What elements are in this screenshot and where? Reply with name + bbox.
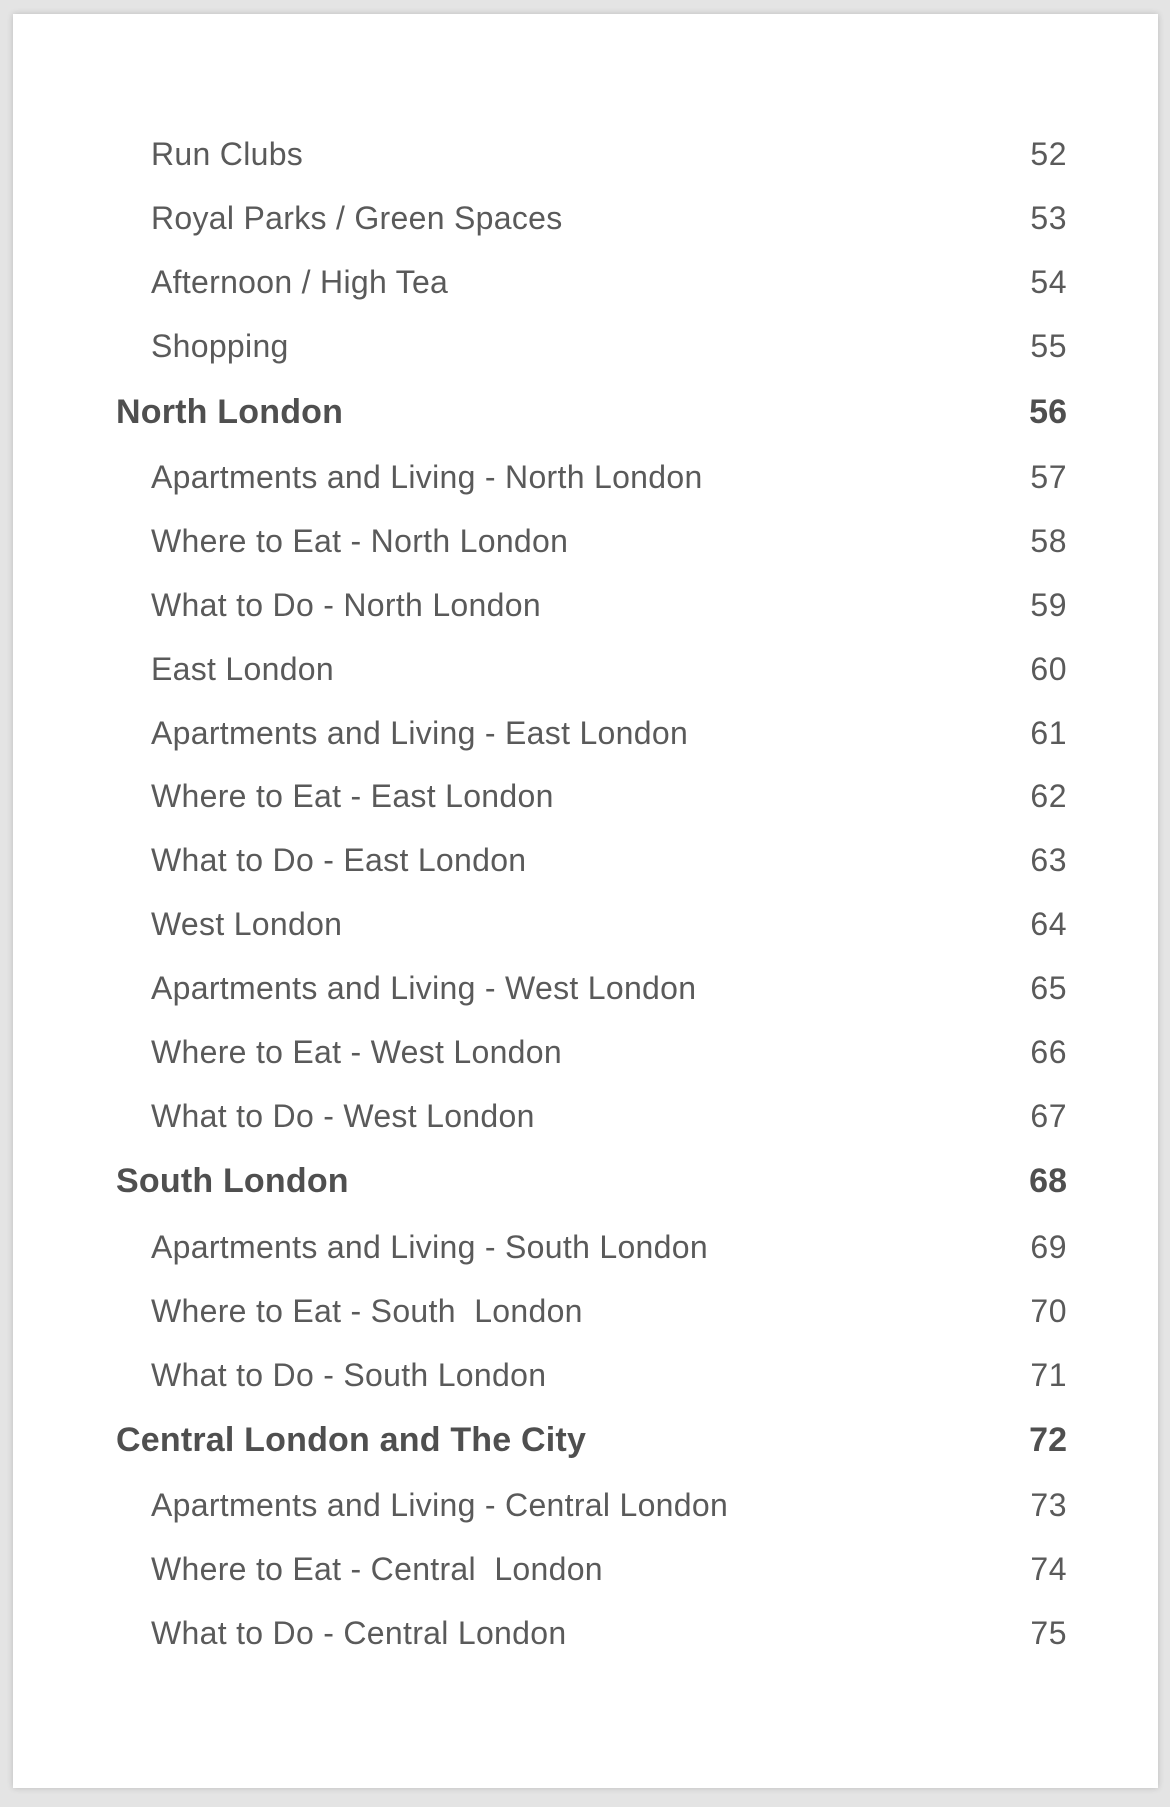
toc-entry[interactable]	[116, 1279, 1067, 1343]
toc-entry-title: East London	[151, 650, 335, 687]
toc-entry[interactable]	[116, 123, 1067, 187]
toc-entry-title: Run Clubs	[151, 136, 304, 173]
toc-entry-title: What to Do - North London	[151, 586, 541, 623]
toc-entry[interactable]	[116, 1021, 1067, 1085]
toc-page-number: 55	[1030, 328, 1067, 365]
toc-page-number: 62	[1030, 778, 1067, 815]
toc-page-number: 64	[1030, 906, 1067, 943]
toc-page-number: 65	[1030, 970, 1067, 1007]
toc-entry-title: Where to Eat - Central London	[151, 1551, 603, 1588]
toc-entry[interactable]	[116, 637, 1067, 701]
toc-page-number: 66	[1030, 1034, 1067, 1071]
toc-entry-title: Royal Parks / Green Spaces	[151, 200, 563, 237]
toc-entry-title: Where to Eat - South London	[151, 1292, 583, 1329]
toc-entry[interactable]	[116, 315, 1067, 379]
toc-section-heading[interactable]	[116, 1148, 1067, 1215]
toc-entry-title: Apartments and Living - East London	[151, 714, 689, 751]
toc-entry-title: Where to Eat - North London	[151, 522, 569, 559]
toc-entry-title: South London	[116, 1162, 349, 1201]
table-of-contents	[116, 123, 1067, 1666]
toc-entry-title: Apartments and Living - West London	[151, 970, 697, 1007]
toc-entry-title: North London	[116, 392, 344, 431]
toc-entry[interactable]	[116, 765, 1067, 829]
toc-page-number: 70	[1030, 1292, 1067, 1329]
toc-page-number: 71	[1030, 1356, 1067, 1393]
toc-entry-title: What to Do - West London	[151, 1097, 535, 1134]
toc-entry[interactable]	[116, 1343, 1067, 1407]
toc-page-number: 60	[1030, 650, 1067, 687]
toc-entry-title: West London	[151, 906, 343, 943]
toc-section-heading[interactable]	[116, 379, 1067, 446]
toc-page-number: 58	[1030, 522, 1067, 559]
toc-page-number: 67	[1030, 1097, 1067, 1134]
toc-page-number: 75	[1030, 1615, 1067, 1652]
toc-entry[interactable]	[116, 1215, 1067, 1279]
toc-page-number: 52	[1030, 136, 1067, 173]
toc-entry-title: What to Do - Central London	[151, 1615, 567, 1652]
toc-page-number: 73	[1030, 1487, 1067, 1524]
toc-entry[interactable]	[116, 1602, 1067, 1666]
toc-entry-title: Apartments and Living - North London	[151, 459, 703, 495]
toc-page-number: 53	[1030, 200, 1067, 237]
toc-entry-title: Where to Eat - West London	[151, 1034, 562, 1071]
toc-entry[interactable]	[116, 573, 1067, 637]
toc-page-number: 61	[1030, 714, 1067, 751]
toc-entry-title: Apartments and Living - Central London	[151, 1487, 729, 1524]
toc-entry[interactable]	[116, 509, 1067, 573]
toc-entry[interactable]	[116, 957, 1067, 1021]
toc-section-heading[interactable]	[116, 1407, 1067, 1474]
toc-entry[interactable]	[116, 446, 1067, 510]
toc-page-number: 59	[1030, 586, 1067, 623]
toc-page-number: 69	[1030, 1228, 1067, 1265]
toc-entry-title: What to Do - East London	[151, 842, 527, 879]
toc-entry[interactable]	[116, 893, 1067, 957]
toc-page-number: 72	[1029, 1421, 1067, 1460]
toc-page-number: 74	[1030, 1551, 1067, 1588]
toc-page-number: 57	[1030, 459, 1067, 495]
toc-entry[interactable]	[116, 187, 1067, 251]
toc-entry-title: Afternoon / High Tea	[151, 264, 449, 301]
toc-entry[interactable]	[116, 1474, 1067, 1538]
toc-entry[interactable]	[116, 1538, 1067, 1602]
toc-page-number: 63	[1030, 842, 1067, 879]
toc-page-number: 54	[1030, 264, 1067, 301]
toc-entry-title: Where to Eat - East London	[151, 778, 554, 815]
toc-entry-title: Apartments and Living - South London	[151, 1228, 708, 1265]
toc-page-number: 56	[1029, 392, 1067, 431]
toc-entry[interactable]	[116, 1084, 1067, 1148]
toc-entry-title: Central London and The City	[116, 1421, 587, 1460]
toc-page-number: 68	[1029, 1162, 1067, 1201]
toc-entry[interactable]	[116, 251, 1067, 315]
toc-entry[interactable]	[116, 701, 1067, 765]
toc-entry-title: What to Do - South London	[151, 1356, 547, 1393]
toc-entry-title: Shopping	[151, 328, 289, 365]
document-page	[13, 14, 1158, 1788]
toc-entry[interactable]	[116, 829, 1067, 893]
